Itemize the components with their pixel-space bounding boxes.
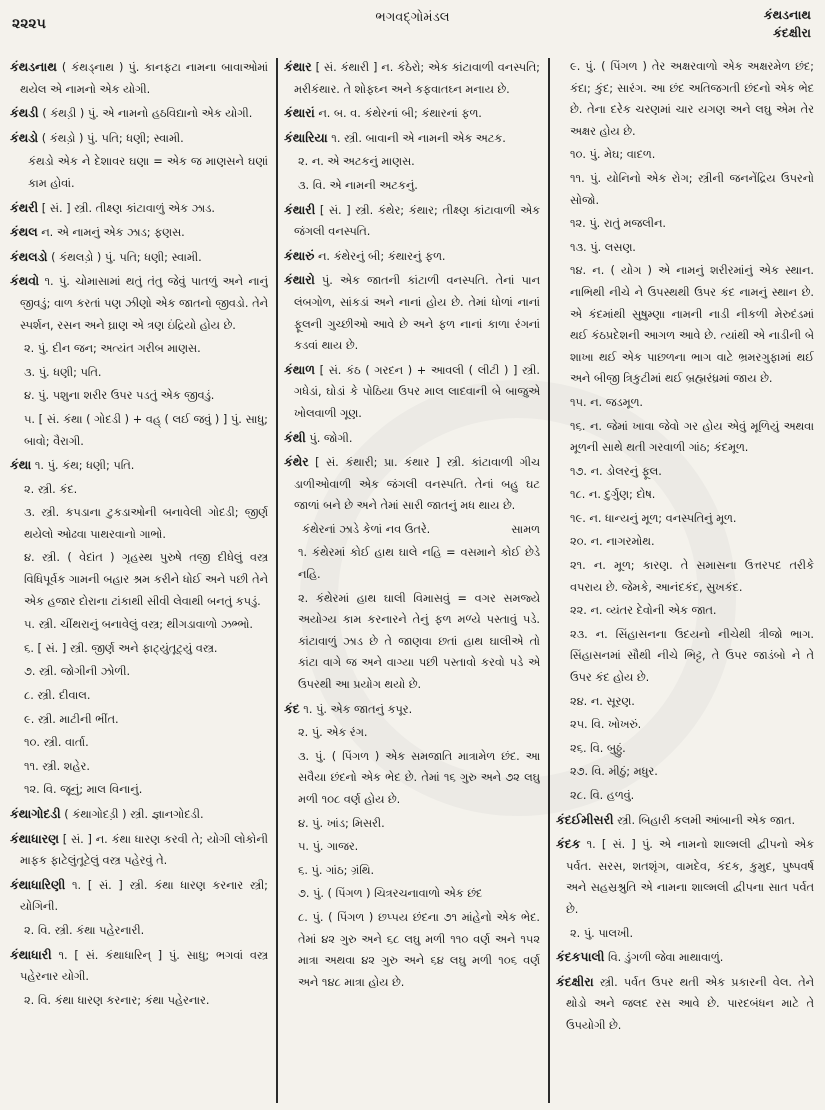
sense-definition: ૨. પું. પાલખી. — [570, 926, 634, 940]
dictionary-entry — [10, 803, 268, 826]
sense-definition: ૯. સ્ત્રી. માટીની ભીંત. — [24, 712, 119, 726]
dictionary-entry — [556, 971, 814, 1037]
sense-definition: ૧૮. ન. દુર્ગુણ; દોષ. — [570, 488, 656, 502]
dictionary-entry — [556, 946, 814, 969]
dictionary-entry — [10, 127, 268, 150]
definition: ૧. પું. કંથ; ધણી; પતિ. — [31, 459, 135, 473]
sense-definition: ૮. પું. ( પિંગળ ) છપ્પય છંદના ૭૧ માંહેનો એક ભેદ. તેમાં ૪૨ ગુરુ અને ૬૮ લઘુ મળી ૧૧૦ વર્ણ અને ૧૫૨ માત્રા અથવા ૪૨ ગુરુ અને ૬૪ લઘુ મળી ૧૦૬ વર્ણ અને ૧૪૮ માત્રા હોય છે. — [298, 910, 540, 989]
sense-definition: ૨. કંથેરમાં હાથ ઘાલી વિમાસવું = વગર સમજ્યે અયોગ્ય કામ કરનારને તેનું ફળ મળ્યે પસ્તાવું પડે. કાંટાવાળું ઝાડ છે તે જાણવા છતાં હાથ ઘાલીએ તો કાંટા વાગે જ અને વાગ્યા પછી પસ્તાવો કરવો પડે એ ઉપરથી આ પ્રયોગ થયો છે. — [298, 591, 540, 692]
definition: પું. એક જાતની કાંટાળી વનસ્પતિ. તેનાં પાન લંબગોળ, સાંકડાં અને નાનાં હોય છે. તેમાં ધોળાં નાનાં ફૂલની ગુચ્છીઓ આવે છે અને ફળ નાનાં કાળા રંગનાં કડવાં થાય છે. — [294, 274, 540, 353]
definition: ૧. [ સં. કંથાધારિન્ ] પું. સાધુ; ભગવાં વસ્ત્ર પહેરનાર યોગી. — [20, 948, 268, 984]
headword: કંથાળ — [284, 361, 315, 377]
headword: કંથારિયા — [284, 129, 328, 145]
sense-definition: ૩. સ્ત્રી. કપડાના ટુકડાઓની બનાવેલી ગોદડી; જીર્ણ થયેલો ઓઢવા પાથરવાનો ગાભો. — [24, 506, 268, 541]
sense-definition: ૫. સ્ત્રી. ચીંથરાનું બનાવેલું વસ્ત્ર; થીગડાવાળો ઝભ્ભો. — [24, 618, 254, 632]
dictionary-entry — [556, 833, 814, 920]
proverb — [284, 519, 540, 541]
sense-definition: ૧૧. સ્ત્રી. શહેર. — [24, 759, 90, 773]
sense-definition: ૨૪. ન. સૂરણ. — [570, 694, 635, 708]
definition: [ સં. ] ન. કંથા ધારણ કરવી તે; યોગી લોકોની માફક ફાટેલુંતૂટેલું વસ્ત્ર પહેરવું તે. — [20, 832, 268, 868]
guide-word-last: કંદક્ષીરા — [773, 25, 811, 40]
sense-definition: ૯. પું. ( પિંગળ ) તેર અક્ષરવાળો એક અક્ષરમેળ છંદ; કંદા; કુંદ; સારંગ. આ છંદ અતિજગતી છંદનો એક ભેદ છે. તેના દરેક ચરણમાં ચાર યગણ અને લઘુ એમ તેર અક્ષર હોય છે. — [570, 60, 814, 138]
dictionary-entry — [284, 245, 540, 268]
definition: ૧. [ સં. ] સ્ત્રી. કંથા ધારણ કરનાર સ્ત્રી; યોગિની. — [20, 878, 268, 914]
definition: ( કંથાગોદડ઼ી ) સ્ત્રી. જ્ઞાનગોદડી. — [60, 808, 204, 821]
sense-definition: ૨. પું. દીન જન; અત્યંત ગરીબ માણસ. — [24, 342, 201, 356]
definition: [ સં. ] સ્ત્રી. તીક્ષ્ણ કાંટાવાળું એક ઝાડ. — [38, 201, 215, 215]
dictionary-entry — [10, 197, 268, 220]
headword: કંદ — [284, 700, 300, 716]
headword: કંથા — [10, 457, 32, 473]
dictionary-entry — [10, 102, 268, 125]
definition: ન. એ નામનું એક ઝાડ; ફણસ. — [37, 226, 185, 240]
sense-definition: ૨૧. ન. મૂળ; કારણ. તે સમાસના ઉત્તરપદ તરીકે વપરાય છે. જેમકે, આનંદકંદ, સુખકંદ. — [570, 559, 814, 594]
guide-words — [764, 6, 811, 42]
sense-definition: ૪. સ્ત્રી. ( વેદાંત ) ગૃહસ્થ પુરુષે તજી દીધેલું વસ્ત્ર વિધિપૂર્વક ગામની બહાર શ્રમ કરીને ધોઈ અને પછી તેને એક હજાર દોરાના ટાંકાથી સીવી લેવાથી બનતું કપડું. — [24, 551, 268, 608]
headword: કંથારું — [284, 247, 315, 263]
dictionary-entry — [10, 56, 268, 100]
definition: સ્ત્રી. પર્વત ઉપર થતી એક પ્રકારની વેલ. તેને થોડો અને જલદ રસ આવે છે. પારદબંધન માટે તે ઉપયોગી છે. — [566, 975, 814, 1032]
dictionary-entry — [284, 698, 540, 721]
headword: કંથારી — [284, 201, 316, 217]
sense-definition: ૩. પું. ( પિંગળ ) એક સમજાતિ માત્રામેળ છંદ. આ સવૈયા છંદનો એક ભેદ છે. તેમાં ૧૬ ગુરુ અને ૭૨ લઘુ મળી ૧૦૮ વર્ણ હોય છે. — [298, 749, 540, 806]
definition: [ સં. કંથારી ] ન. કંઠેરો; એક કાંટાવાળી વનસ્પતિ; મરીકંથાર. તે શોફઘ્ન અને કફવાતઘ્ન મનાય છે. — [294, 61, 540, 96]
sense-definition: ૨. વિ. કંથા ધારણ કરનાર; કંથા પહેરનાર. — [24, 993, 210, 1007]
headword: કંથાગોદડી — [10, 806, 61, 821]
sense-definition: ૩. પું. ધણી; પતિ. — [24, 365, 102, 379]
headword: કંથવો — [10, 273, 40, 289]
headword: કંદક્ષીરા — [556, 973, 594, 989]
sense-definition: ૬. [ સં. ] સ્ત્રી. જીર્ણ અને ફાટ્યુંતૂટ્યું વસ્ત્ર. — [24, 641, 218, 655]
sense-definition: ૪. પું. ખાંડ; મિસરી. — [298, 816, 385, 830]
sense-definition: ૨૦. ન. નાગરમોથ. — [570, 535, 655, 549]
sense-definition: ૮. સ્ત્રી. દીવાલ. — [24, 689, 91, 703]
headword: કંથાધારણ — [10, 830, 59, 846]
headword: કંથેર — [284, 454, 309, 470]
column-2 — [284, 56, 540, 1106]
headword: કંથડનાથ — [10, 59, 57, 74]
headword: કંથલડો — [10, 248, 48, 264]
dictionary-entry — [10, 828, 268, 872]
sense-definition: ૪. પું. પશુના શરીર ઉપર પડતું એક જીવડું. — [24, 389, 215, 403]
dictionary-entry — [284, 127, 540, 150]
sense-definition: ૨૩. ન. સિંહાસનના ઉદયનો નીચેથી ત્રીજો ભાગ. સિંહાસનમાં સૌથી નીચે ભિટ્ટ, તે ઉપર જાડંબો ને તે ઉપર કંદ હોય છે. — [570, 627, 814, 685]
dictionary-entry — [284, 102, 540, 125]
headword: કંથડી — [10, 105, 39, 121]
proverb-text: કંથેરનાં ઝાડે કેળાં નવ ઉતરે. — [302, 522, 431, 536]
sense-definition: ૭. પું. ( પિંગળ ) ચિત્રરચનાવાળો એક છંદ — [298, 887, 483, 901]
definition: ન. બ. વ. કંથેરનાં બી; કંથારનાં ફળ. — [314, 107, 482, 121]
sense-definition: ૧૦. પું. મેઘ; વાદળ. — [570, 148, 656, 162]
sense-definition: ૨. વિ. સ્ત્રી. કંથા પહેરનારી. — [24, 923, 145, 937]
sense-definition: ૨. પું. એક રંગ. — [298, 726, 368, 740]
column-3 — [556, 56, 814, 1106]
dictionary-entry — [284, 359, 540, 425]
sense-definition: ૧. કંથેરમાં કોઈ હાથ ઘાલે નહિ = વસમાને કોઈ છેડે નહિ. — [298, 546, 540, 582]
dictionary-entry — [556, 809, 814, 832]
dictionary-entry — [10, 221, 268, 244]
sense-definition: ૧૧. પું. યોનિનો એક રોગ; સ્ત્રીની જનનેંદ્રિય ઉપરનો સોજો. — [570, 171, 814, 207]
sense-definition: ૧૨. પું. રાતું મજલીન. — [570, 217, 666, 231]
headword: કંદકપાલી — [556, 949, 605, 965]
proverb-source: સામળ — [511, 522, 540, 536]
headword: કંથાધારી — [10, 946, 52, 962]
dictionary-entry — [10, 454, 268, 477]
dictionary-entry — [10, 944, 268, 988]
definition: ૧. [ સં. ] પું. એ નામનો શાલ્મલી દ્વીપનો એક પર્વત. સરસ, શતશૃંગ, વામદેવ, કંદક, કુમુદ, પુષ્પવર્ષ અને સહસ્રશ્રુતિ એ નામના શાલ્મલી દ્વીપના સાત પર્વત છે. — [566, 838, 814, 916]
headword: કંથાર — [284, 59, 312, 74]
headword: કંદઈમીસરી — [556, 811, 614, 827]
dictionary-entry — [284, 269, 540, 356]
sense-definition: ૫. પું. ગાજર. — [298, 840, 359, 854]
definition: સ્ત્રી. બિહારી કલમી આંબાની એક જાત. — [613, 813, 796, 827]
sense-definition: ૧૬. ન. જેમાં ખાવા જેવો ગર હોય એવું મૂળિયું અથવા મૂળની સાથે થતી ગરવાળી ગાંઠ; કંદમૂળ. — [570, 419, 814, 455]
page-header — [0, 0, 825, 52]
definition: [ સં. કંથારી; પ્રા. કંથાર ] સ્ત્રી. કાંટાવાળી ગીચ ડાળીઓવાળી એક જંગલી વનસ્પતિ. તેનાં બહુ ઘટ જાળાં બને છે અને તેમાં સારી જાતનું મધ થાય છે. — [294, 456, 540, 513]
sense-definition: ૧૪. ન. ( યોગ ) એ નામનું શરીરમાંનું એક સ્થાન. નાભિથી નીચે ને ઉપસ્થથી ઉપર કંદ નામનું સ્થાન છે. એ કંદમાંથી સુષુમ્ણા નામની નાડી નીકળી મેરુદંડમાં થઈ કંઠપ્રદેશની આગળ આવે છે. ત્યાંથી એ નાડીની બે શાખા થઈ એક પાછળના ભાગ વાટે ભ્રમરગુફામાં થઈ અને બીજી ત્રિકુટીમાં થઈ બ્રહ્મરંધ્રમાં જાય છે. — [570, 264, 814, 386]
sense-definition: ૧૩. પું. લસણ. — [570, 240, 636, 254]
dictionary-entry — [10, 246, 268, 269]
headword: કંથારો — [284, 272, 315, 288]
sense-definition: ૩. વિ. એ નામની અટકનું. — [298, 178, 418, 192]
sense-definition: ૨૭. વિ. મીઠું; મધુર. — [570, 765, 658, 779]
sense-definition: ૫. [ સં. કંથા ( ગોદડી ) + વહ્ ( લઈ જવું ) ] પું. સાધુ; બાવો; વૈરાગી. — [24, 412, 268, 448]
sense-definition: ૨૬. વિ. બુઠ્ઠું. — [570, 741, 626, 755]
sense-definition: ૨૨. ન. વ્યંતર દેવોની એક જાત. — [570, 604, 717, 618]
sense-definition: ૭. સ્ત્રી. જોગીની ઝોળી. — [24, 665, 131, 679]
definition: ૧. પું. ચોમાસામાં થતું તંતુ જેવું પાતળું અને નાનું જીવડું; વાળ કરતાં પણ ઝીણો એક જાતનો જીવડો. તેને સ્પર્શન, રસન અને ઘ્રાણ એ ત્રણ ઇંદ્રિયો હોય છે. — [20, 275, 268, 332]
sense-definition: ૨. ન. એ અટકનું માણસ. — [298, 155, 415, 169]
sense-definition: ૧૦. સ્ત્રી. વાર્તા. — [24, 736, 89, 750]
definition: ( કંથડ઼ો ) પું. પતિ; ધણી; સ્વામી. — [38, 131, 184, 145]
headword: કંથલ — [10, 224, 38, 240]
definition: ( કંથડ્નાથ ) પું. કાનફટા નામના બાવાઓમાં થયેલ એ નામનો એક યોગી. — [20, 61, 268, 96]
definition: પું. જોગી. — [305, 431, 353, 445]
definition: ( કંથલડ઼ો ) પું. પતિ; ધણી; સ્વામી. — [47, 250, 202, 264]
column-1 — [10, 56, 268, 1106]
definition: ૧. પું. એક જાતનું કપૂર. — [299, 702, 413, 716]
dictionary-entry — [284, 56, 540, 100]
running-title: ભગવદ્ગોમંડલ — [375, 10, 450, 25]
dictionary-entry — [284, 199, 540, 243]
definition: [ સં. ] સ્ત્રી. કંથેર; કંથાર; તીક્ષ્ણ કાંટાવાળી એક જંગલી વનસ્પતિ. — [294, 203, 540, 239]
definition: [ સં. કંઠ ( ગરદન ) + આવલી ( લીટી ) ] સ્ત્રી. ગધેડાં, ઘોડાં કે પોઠિયા ઉપર માલ લાદવાની બે બાજુએ ખોલવાળી ગૂણ. — [294, 363, 540, 420]
sense-definition: ૨૮. વિ. હળવું. — [570, 789, 635, 802]
definition: ન. કંથેરનું બી; કંથારનું ફળ. — [314, 249, 446, 263]
headword: કંથી — [284, 429, 306, 445]
sense-definition: ૧૯. ન. ધાન્યનું મૂળ; વનસ્પતિનું મૂળ. — [570, 511, 737, 525]
definition: વિ. ડુંગળી જેવા માથાવાળું. — [604, 951, 724, 965]
sense-definition: ૧૫. ન. જડમૂળ. — [570, 395, 644, 409]
headword: કંદક — [556, 836, 581, 852]
dictionary-entry — [10, 270, 268, 336]
headword: કંથડો — [10, 129, 39, 145]
guide-word-first: કંથડનાથ — [763, 7, 811, 22]
dictionary-entry — [284, 451, 540, 517]
headword: કંથારાં — [284, 105, 315, 121]
definition: ( કંથડ઼ી ) પું. એ નામનો હઠવિદ્યાનો એક યોગી. — [38, 107, 253, 121]
sense-definition: ૧૨. વિ. જૂનું; માલ વિનાનું. — [24, 783, 143, 797]
sense-definition: ૧૭. ન. ડોલરનું ફૂલ. — [570, 464, 662, 478]
proverb — [10, 151, 268, 194]
dictionary-entry — [284, 427, 540, 450]
sense-definition: ૨. સ્ત્રી. કંદ. — [24, 482, 78, 496]
dictionary-entry — [10, 874, 268, 918]
page-number: ૨૨૨૫ — [12, 16, 46, 32]
proverb-text: કંથડો એક ને દેશાવર ઘણા = એક જ માણસને ઘણાં કામ હોવાં. — [28, 155, 268, 190]
headword: કંથાધારિણી — [10, 876, 66, 892]
sense-definition: ૬. પું. ગાંઠ; ગ્રંથિ. — [298, 863, 375, 877]
definition: ૧. સ્ત્રી. બાવાની એ નામની એક અટક. — [327, 131, 506, 145]
sense-definition: ૨૫. વિ. ખોખરું. — [570, 718, 642, 732]
dictionary-columns — [0, 56, 825, 1106]
headword: કંથરી — [10, 199, 39, 215]
